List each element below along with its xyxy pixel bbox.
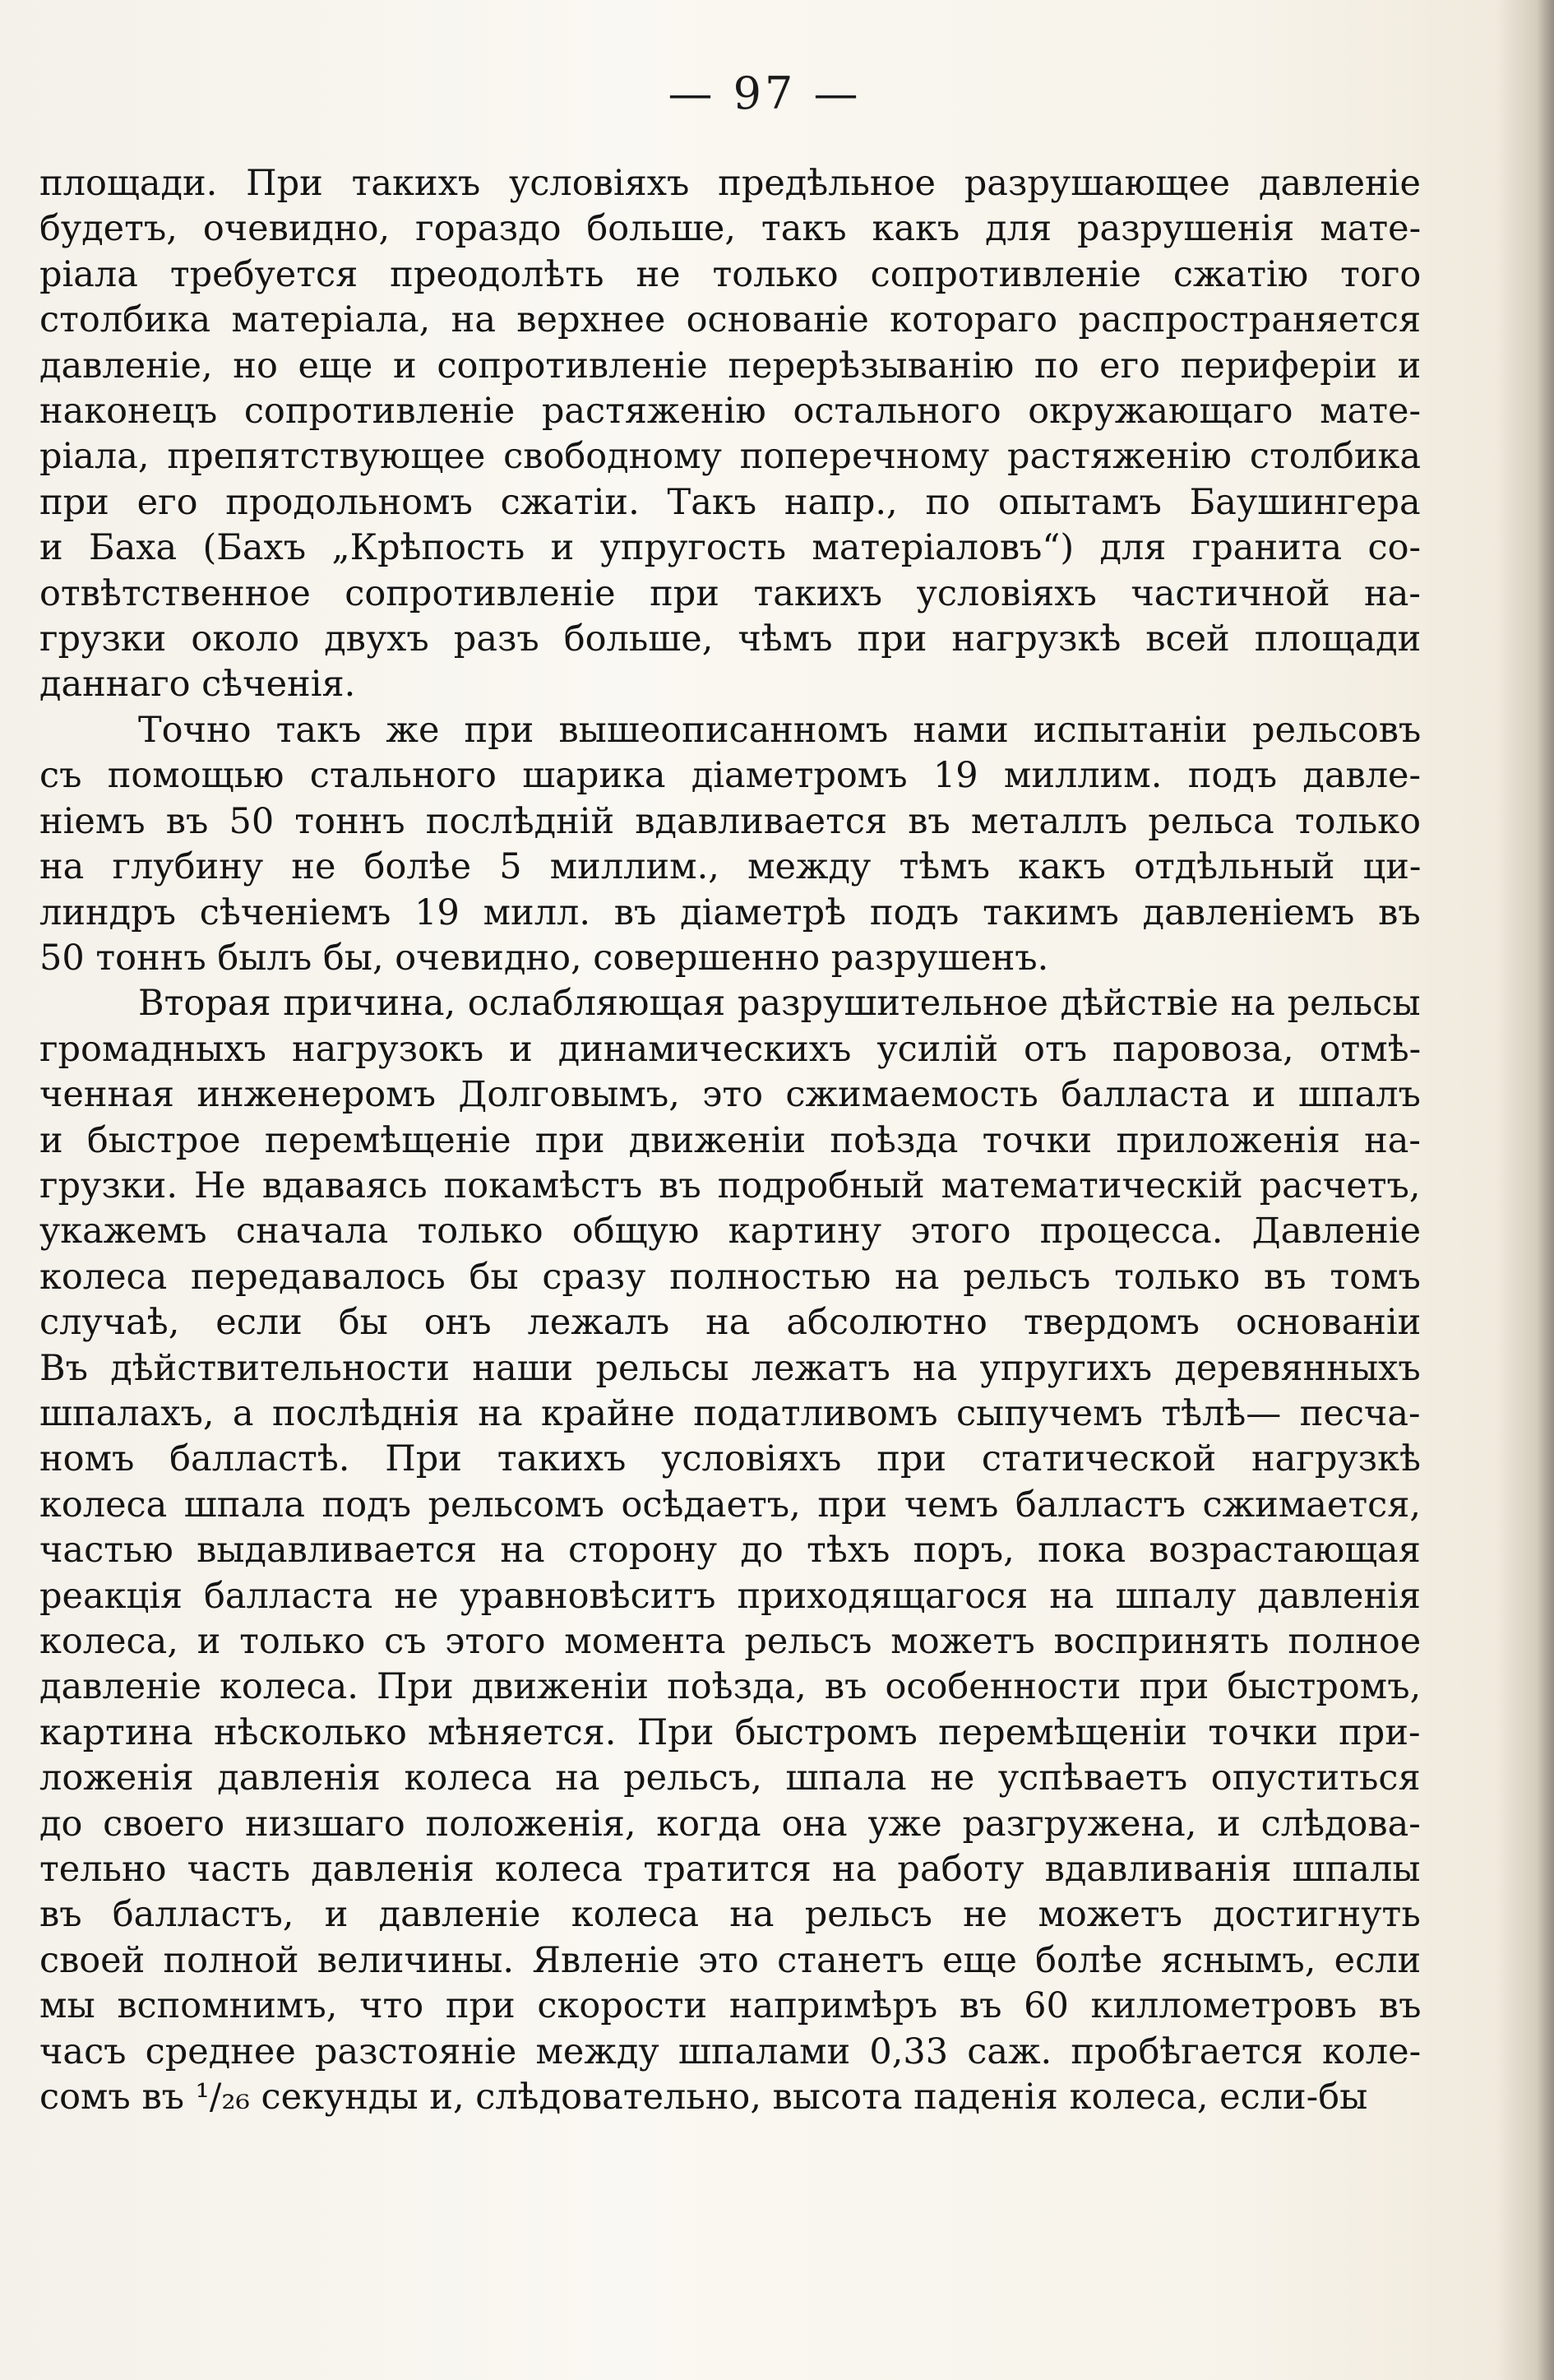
text-line: и быстрое перемѣщеніе при движеніи поѣзда точки приложенія на- (39, 1119, 1421, 1161)
paragraph-3 (39, 981, 1421, 2120)
text-line: грузки около двухъ разъ больше, чѣмъ при нагрузкѣ всей площади (39, 618, 1422, 660)
text-line: съ помощью стального шарика діаметромъ 19 миллим. подъ давле- (39, 755, 1421, 797)
text-line: случаѣ, если бы онъ лежалъ на абсолютно твердомъ основаніи (39, 1302, 1422, 1344)
text-line: площади. При такихъ условіяхъ предѣльное разрушающее давленіе (39, 163, 1421, 204)
text-line: мы вспомнимъ, что при скорости напримѣръ въ 60 киллометровъ въ (39, 1985, 1422, 2027)
text-line: ріала, препятствующее свободному поперечному растяженію столбика (39, 436, 1421, 478)
text-line: ложенія давленія колеса на рельсъ, шпала не успѣваетъ опуститься (39, 1757, 1421, 1799)
text-line: колеса передавалось бы сразу полностью на рельсъ только въ томъ (39, 1256, 1421, 1298)
text-line: номъ балластѣ. При такихъ условіяхъ при статической нагрузкѣ (39, 1438, 1421, 1480)
text-line: тельно часть давленія колеса тратится на работу вдавливанія шпалы (39, 1849, 1421, 1891)
text-line: громадныхъ нагрузокъ и динамическихъ усилій отъ паровоза, отмѣ- (39, 1028, 1422, 1070)
text-line: сомъ въ ¹/₂₆ секунды и, слѣдовательно, высота паденія колеса, если-бы (39, 2077, 1368, 2118)
paragraph-1 (39, 161, 1421, 708)
text-line: столбика матеріала, на верхнее основаніе котораго распространяется (39, 299, 1422, 341)
text-line: въ балластъ, и давленіе колеса на рельсъ не можетъ достигнуть (39, 1894, 1421, 1936)
body-text (39, 161, 1421, 2120)
text-line: ніемъ въ 50 тоннъ послѣдній вдавливается въ металлъ рельса только (39, 800, 1421, 842)
text-line: укажемъ сначала только общую картину этого процесса. Давленіе (39, 1211, 1422, 1253)
text-line: грузки. Не вдаваясь покамѣстъ въ подробный математическій расчетъ, (39, 1165, 1421, 1206)
text-line: на глубину не болѣе 5 миллим., между тѣмъ какъ отдѣльный ци- (39, 846, 1422, 888)
text-line: колеса шпала подъ рельсомъ осѣдаетъ, при чемъ балластъ сжимается, (39, 1484, 1421, 1526)
text-line: будетъ, очевидно, гораздо больше, такъ какъ для разрушенія мате- (39, 208, 1422, 250)
text-line: даннаго сѣченія. (39, 664, 356, 706)
text-line: наконецъ сопротивленіе растяженію остального окружающаго мате- (39, 391, 1422, 433)
text-line: реакція балласта не уравновѣситъ приходящагося на шпалу давленія (39, 1575, 1421, 1617)
text-line: линдръ сѣченіемъ 19 милл. въ діаметрѣ подъ такимъ давленіемъ въ (39, 891, 1421, 933)
text-line: картина нѣсколько мѣняется. При быстромъ перемѣщеніи точки при- (39, 1711, 1421, 1753)
text-line: Вторая причина, ослабляющая разрушительное дѣйствіе на рельсы (138, 983, 1421, 1025)
text-line: ріала требуется преодолѣть не только сопротивленіе сжатію того (39, 253, 1422, 295)
text-line: частью выдавливается на сторону до тѣхъ поръ, пока возрастающая (39, 1530, 1421, 1572)
text-line: при его продольномъ сжатіи. Такъ напр., по опытамъ Баушингера (39, 481, 1421, 523)
text-line: отвѣтственное сопротивленіе при такихъ условіяхъ частичной на- (39, 572, 1421, 614)
text-line: шпалахъ, а послѣднія на крайне податливомъ сыпучемъ тѣлѣ— песча- (39, 1392, 1421, 1434)
text-line: давленіе колеса. При движеніи поѣзда, въ особенности при быстромъ, (39, 1666, 1422, 1708)
text-line: ченная инженеромъ Долговымъ, это сжимаемость балласта и шпалъ (39, 1074, 1421, 1116)
text-line: давленіе, но еще и сопротивленіе перерѣзыванію по его периферіи и (39, 345, 1422, 387)
text-line: колеса, и только съ этого момента рельсъ можетъ воспринять полное (39, 1621, 1422, 1662)
text-line: часъ среднее разстояніе между шпалами 0,33 саж. пробѣгается коле- (39, 2030, 1422, 2072)
text-line: Въ дѣйствительности наши рельсы лежатъ на упругихъ деревянныхъ (39, 1347, 1421, 1389)
text-line: своей полной величины. Явленіе это станетъ еще болѣе яснымъ, если (39, 1939, 1422, 1981)
paragraph-2 (39, 708, 1421, 981)
page-number: — 97 — (668, 67, 862, 119)
text-line: 50 тоннъ былъ бы, очевидно, совершенно разрушенъ. (39, 937, 1049, 979)
text-line: и Баха (Бахъ „Крѣпость и упругость матеріаловъ“) для гранита со- (39, 527, 1422, 569)
text-line: Точно такъ же при вышеописанномъ нами испытаніи рельсовъ (138, 709, 1422, 751)
text-line: до своего низшаго положенія, когда она уже разгружена, и слѣдова- (39, 1803, 1421, 1845)
